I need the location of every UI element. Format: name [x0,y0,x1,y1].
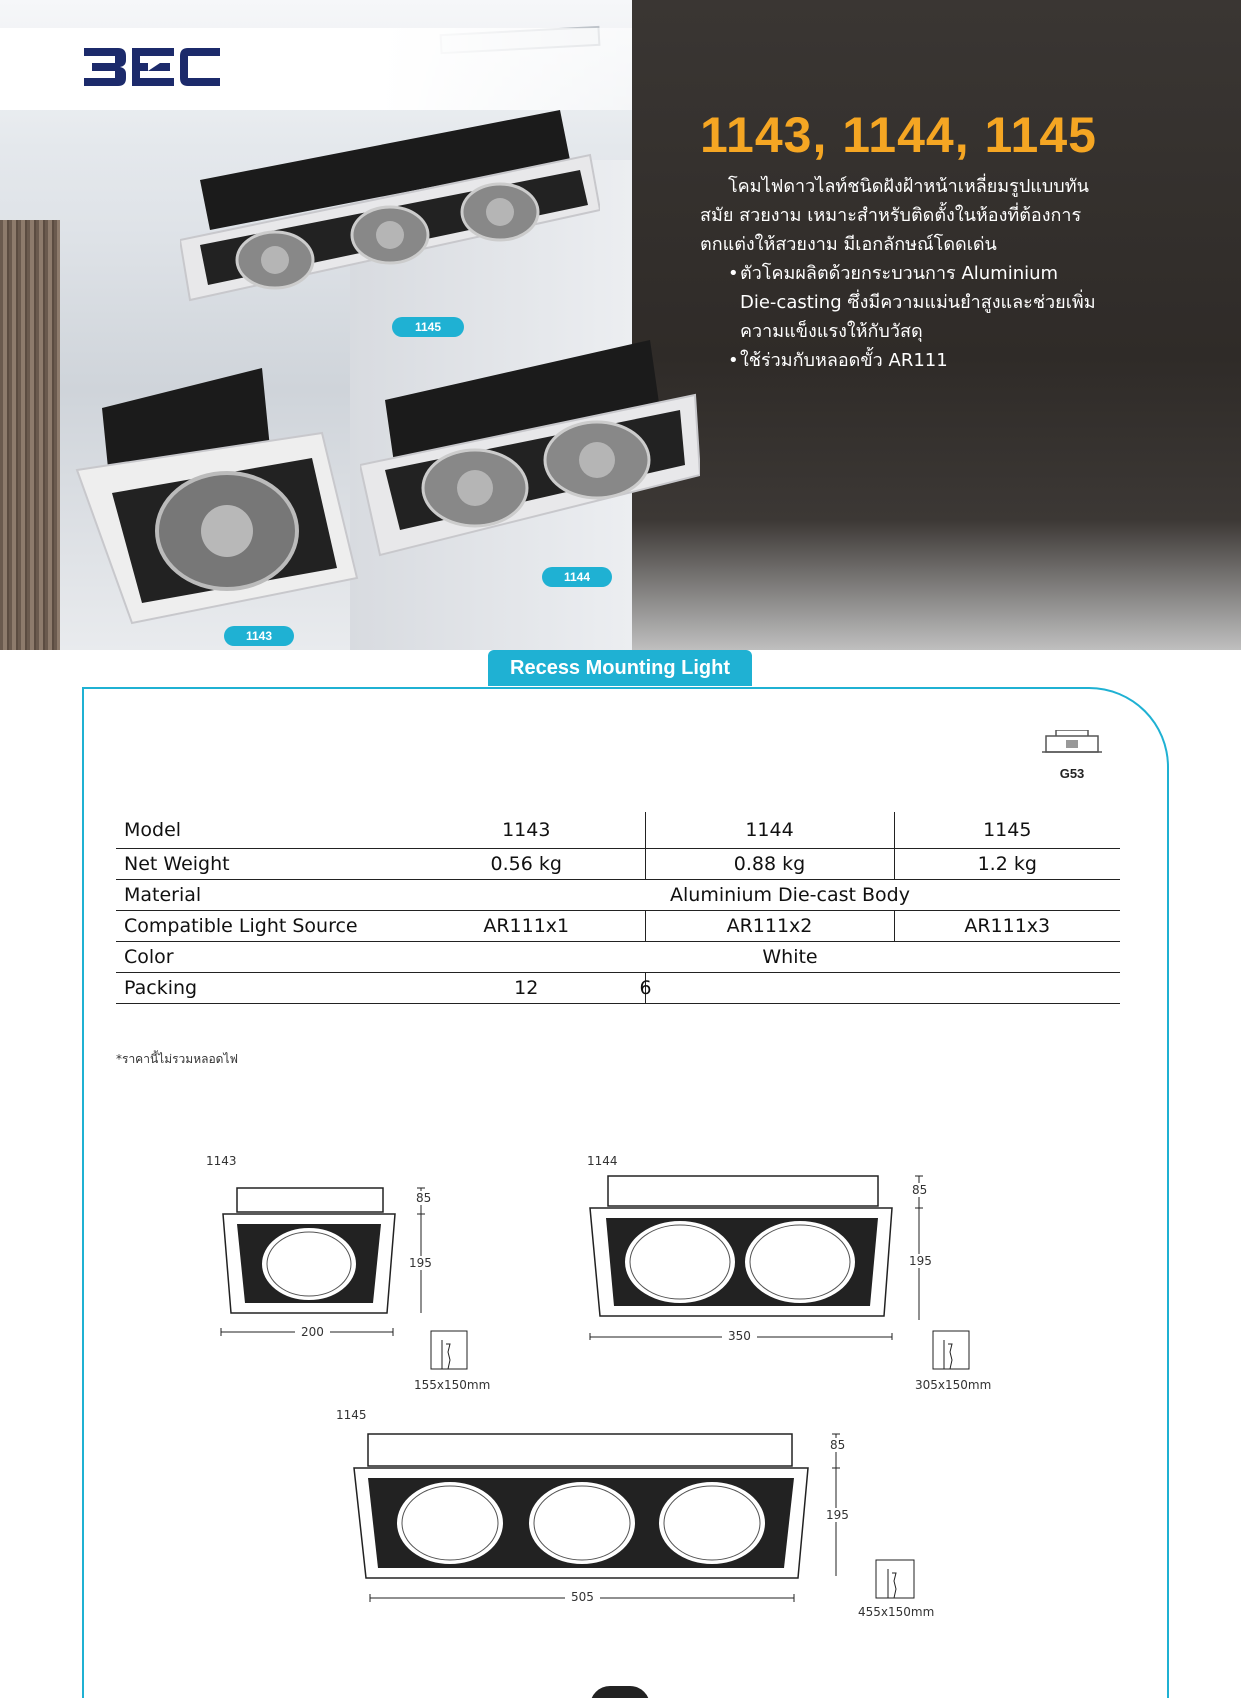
feature-item: • ใช้ร่วมกับหลอดขั้ว AR111 [728,346,1100,375]
row-label: Net Weight [116,848,408,879]
tag-1145: 1145 [392,317,464,337]
cell: 6 [645,972,1120,1003]
product-title: 1143, 1144, 1145 [700,107,1097,163]
lamp-1144-image [360,340,700,560]
lamp-1143-image [72,368,362,628]
dim-width: 505 [565,1590,600,1604]
socket-g53 [1040,730,1104,780]
tag-1144: 1144 [542,567,612,587]
category-tab: Recess Mounting Light [488,650,752,686]
cutout-icon [932,1330,970,1370]
dim-cutout: 155x150mm [414,1378,491,1392]
curtain [0,220,60,650]
product-description [700,172,1100,375]
cell: AR111x3 [894,910,1120,941]
cell: 0.56 kg [408,848,645,879]
dim-height: 195 [909,1254,932,1268]
brand-logo [82,42,222,92]
cell: 0.88 kg [645,848,894,879]
dimensions-title: DIMENSIONS (mm) [117,1104,308,1127]
tag-1143: 1143 [224,626,294,646]
feature-item: • ตัวโคมผลิตด้วยกระบวนการ Aluminium Die-casting ซึ่งมีความแม่นยำสูงและช่วยเพิ่มความแข็งแรงให้กับวัสดุ [728,259,1100,346]
dim-model-label: 1143 [206,1154,237,1168]
cell: AR111x2 [645,910,894,941]
dim-depth: 85 [416,1191,432,1205]
dim-depth: 85 [912,1183,928,1197]
footnote: *ราคานี้ไม่รวมหลอดไฟ [116,1052,238,1066]
description-text: โคมไฟดาวไลท์ชนิดฝังฝ้าหน้าเหลี่ยมรูปแบบทันสมัย สวยงาม เหมาะสำหรับติดตั้งในห้องที่ต้องการตกแต่งให้สวยงาม มีเอกลักษณ์โดดเด่น [700,176,1089,255]
dim-cutout: 305x150mm [915,1378,992,1392]
g53-socket-icon [1040,730,1104,766]
socket-label: G53 [1059,766,1085,781]
cell: AR111x1 [408,910,645,941]
cutout-icon [430,1330,468,1370]
dimensions-heading [83,1096,390,1136]
row-label: Color [116,941,408,972]
table-row-packing [116,972,1120,1003]
row-label: Compatible Light Source [116,910,408,941]
cell: 1145 [894,812,1120,848]
row-label: Model [116,812,408,848]
row-label: Packing [116,972,408,1003]
feature-list [728,259,1100,375]
specifications-table [116,812,1120,1004]
specifications-heading [83,744,390,784]
dimension-drawing-1144 [588,1170,928,1340]
cell: White [408,941,1120,972]
dim-width: 200 [295,1325,330,1339]
table-row-light-source [116,910,1120,941]
dim-model-label: 1144 [587,1154,618,1168]
specifications-title: SPECIFICATIONS [117,752,292,775]
dim-cutout: 455x150mm [858,1605,935,1619]
table-row-model [116,812,1120,848]
dim-height: 195 [826,1508,849,1522]
table-row-net-weight [116,848,1120,879]
cell: Aluminium Die-cast Body [408,879,1120,910]
dim-depth: 85 [830,1438,846,1452]
dimension-drawing-1145 [350,1428,850,1608]
cell: 1144 [645,812,894,848]
dim-height: 195 [409,1256,432,1270]
table-row-material [116,879,1120,910]
lamp-1145-image [180,100,600,330]
cell: 1.2 kg [894,848,1120,879]
row-label: Material [116,879,408,910]
cell: 12 [408,972,645,1003]
dim-width: 350 [722,1329,757,1343]
cell: 1143 [408,812,645,848]
cutout-icon [875,1559,915,1599]
table-row-color [116,941,1120,972]
dim-model-label: 1145 [336,1408,367,1422]
dimension-drawing-1143 [215,1178,435,1338]
